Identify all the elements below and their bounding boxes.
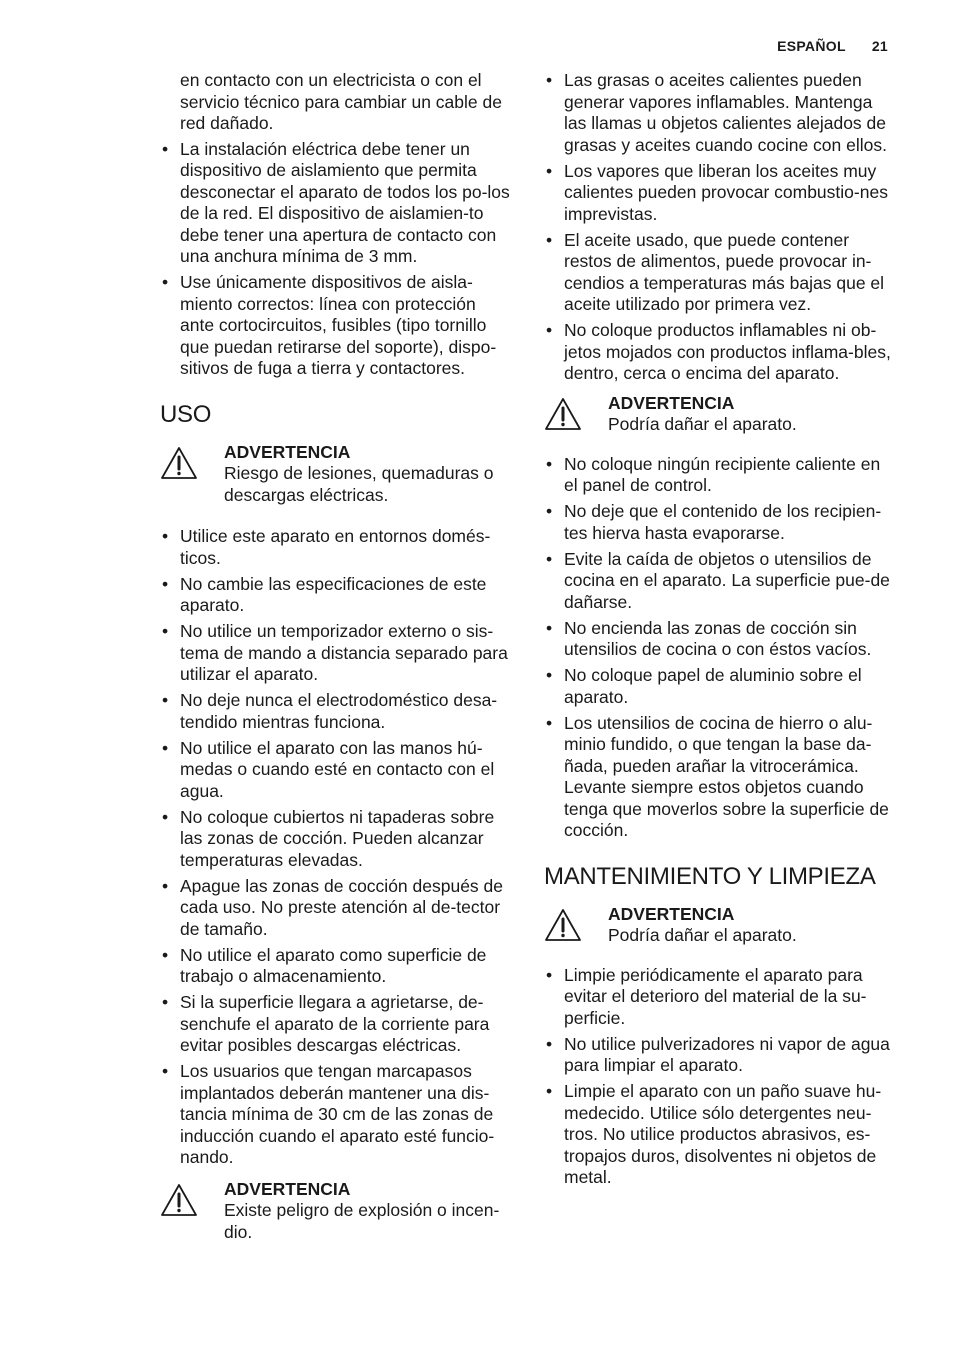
- list-item: • Utilice este aparato en entornos domés-ticos.: [160, 526, 512, 569]
- right-column: [544, 70, 896, 1193]
- list-item: • No utilice el aparato con las manos hú-medas o cuando esté en contacto con el agua.: [160, 738, 512, 803]
- list-item: • Los utensilios de cocina de hierro o alu-minio fundido, o que tengan la base da-ñada, pueden arañar la vitrocerámica. Levante siempre estos objetos cuando tenga que moverlos sobre la superficie de cocción.: [544, 713, 896, 842]
- warning-title: ADVERTENCIA: [608, 903, 735, 924]
- list-item: • Los vapores que liberan los aceites muy calientes pueden provocar combustio-nes imprevistas.: [544, 161, 896, 226]
- list-item: • La instalación eléctrica debe tener un dispositivo de aislamiento que permita desconectar el aparato de todos los po-los de la red. El dispositivo de aislamien-to debe tener una apertura de contacto con una anchura mínima de 3 mm.: [160, 139, 512, 268]
- warning-block: [160, 1179, 512, 1244]
- warning-block: [544, 904, 896, 947]
- warning-text: Existe peligro de explosión o incen-dio.: [224, 1200, 500, 1242]
- left-column: [160, 70, 512, 1243]
- list-item: • El aceite usado, que puede contener restos de alimentos, puede provocar in-cendios a temperaturas más bajas que el aceite utilizado por primera vez.: [544, 230, 896, 316]
- list-item: • No utilice un temporizador externo o sis-tema de mando a distancia separado para utilizar el aparato.: [160, 621, 512, 686]
- warning-title: ADVERTENCIA: [224, 441, 351, 462]
- warning-triangle-icon: [160, 1179, 224, 1217]
- list-item: • No coloque papel de aluminio sobre el aparato.: [544, 665, 896, 708]
- warning-triangle-icon: [544, 393, 608, 431]
- list-item: • Limpie periódicamente el aparato para evitar el deterioro del material de la su-perficie.: [544, 965, 896, 1030]
- warning-title: ADVERTENCIA: [224, 1178, 351, 1199]
- bullet-list-maintenance: [544, 965, 896, 1189]
- list-item: • Los usuarios que tengan marcapasos implantados deberán mantener una dis-tancia mínima de 30 cm de las zonas de inducción cuando el aparato esté funcio-nando.: [160, 1061, 512, 1169]
- language-label: ESPAÑOL: [777, 38, 846, 54]
- list-item: • Si la superficie llegara a agrietarse, de-senchufe el aparato de la corriente para evitar posibles descargas eléctricas.: [160, 992, 512, 1057]
- list-item: • No coloque cubiertos ni tapaderas sobre las zonas de cocción. Pueden alcanzar temperaturas elevadas.: [160, 807, 512, 872]
- list-item: • Apague las zonas de cocción después de cada uso. No preste atención al de-tector de tamaño.: [160, 876, 512, 941]
- section-title-uso: USO: [160, 400, 212, 428]
- list-item: • No cambie las especificaciones de este aparato.: [160, 574, 512, 617]
- continuation-text: en contacto con un electricista o con el servicio técnico para cambiar un cable de red dañado.: [180, 70, 502, 133]
- list-item: • No utilice pulverizadores ni vapor de agua para limpiar el aparato.: [544, 1034, 896, 1077]
- list-item: • Limpie el aparato con un paño suave hu-medecido. Utilice sólo detergentes neu-tros. No utilice productos abrasivos, es-tropajos duros, disolventes ni objetos de metal.: [544, 1081, 896, 1189]
- list-item: • No encienda las zonas de cocción sin utensilios de cocina o con éstos vacíos.: [544, 618, 896, 661]
- list-item: • Use únicamente dispositivos de aisla-miento correctos: línea con protección ante cortocircuitos, fusibles (tipo tornillo que puedan retirarse del soporte), dispo-sitivos de fuga a tierra y contactores.: [160, 272, 512, 380]
- list-item: • No deje que el contenido de los recipien-tes hierva hasta evaporarse.: [544, 501, 896, 544]
- list-item: • No coloque productos inflamables ni ob-jetos mojados con productos inflama-bles, dentro, cerca o encima del aparato.: [544, 320, 896, 385]
- page-header: [777, 38, 888, 54]
- warning-text: Podría dañar el aparato.: [608, 925, 797, 945]
- warning-block: [544, 393, 896, 436]
- warning-triangle-icon: [160, 442, 224, 480]
- warning-block: [160, 442, 512, 507]
- bullet-list-installation: [160, 139, 512, 380]
- section-title-maintenance: MANTENIMIENTO Y LIMPIEZA: [544, 862, 876, 890]
- warning-text: Podría dañar el aparato.: [608, 414, 797, 434]
- warning-triangle-icon: [544, 904, 608, 942]
- list-item: • No utilice el aparato como superficie de trabajo o almacenamiento.: [160, 945, 512, 988]
- list-item: • No deje nunca el electrodoméstico desa-tendido mientras funciona.: [160, 690, 512, 733]
- warning-text: Riesgo de lesiones, quemaduras o descargas eléctricas.: [224, 463, 494, 505]
- bullet-list-oils: [544, 70, 896, 385]
- list-item: • Evite la caída de objetos o utensilios de cocina en el aparato. La superficie pue-de dañarse.: [544, 549, 896, 614]
- bullet-list-uso: [160, 526, 512, 1169]
- warning-title: ADVERTENCIA: [608, 392, 735, 413]
- list-item: • No coloque ningún recipiente caliente en el panel de control.: [544, 454, 896, 497]
- page-number: 21: [871, 38, 888, 54]
- bullet-list-damage: [544, 454, 896, 842]
- list-item: • Las grasas o aceites calientes pueden generar vapores inflamables. Mantenga las llamas u objetos calientes alejados de grasas y aceites cuando cocine con ellos.: [544, 70, 896, 156]
